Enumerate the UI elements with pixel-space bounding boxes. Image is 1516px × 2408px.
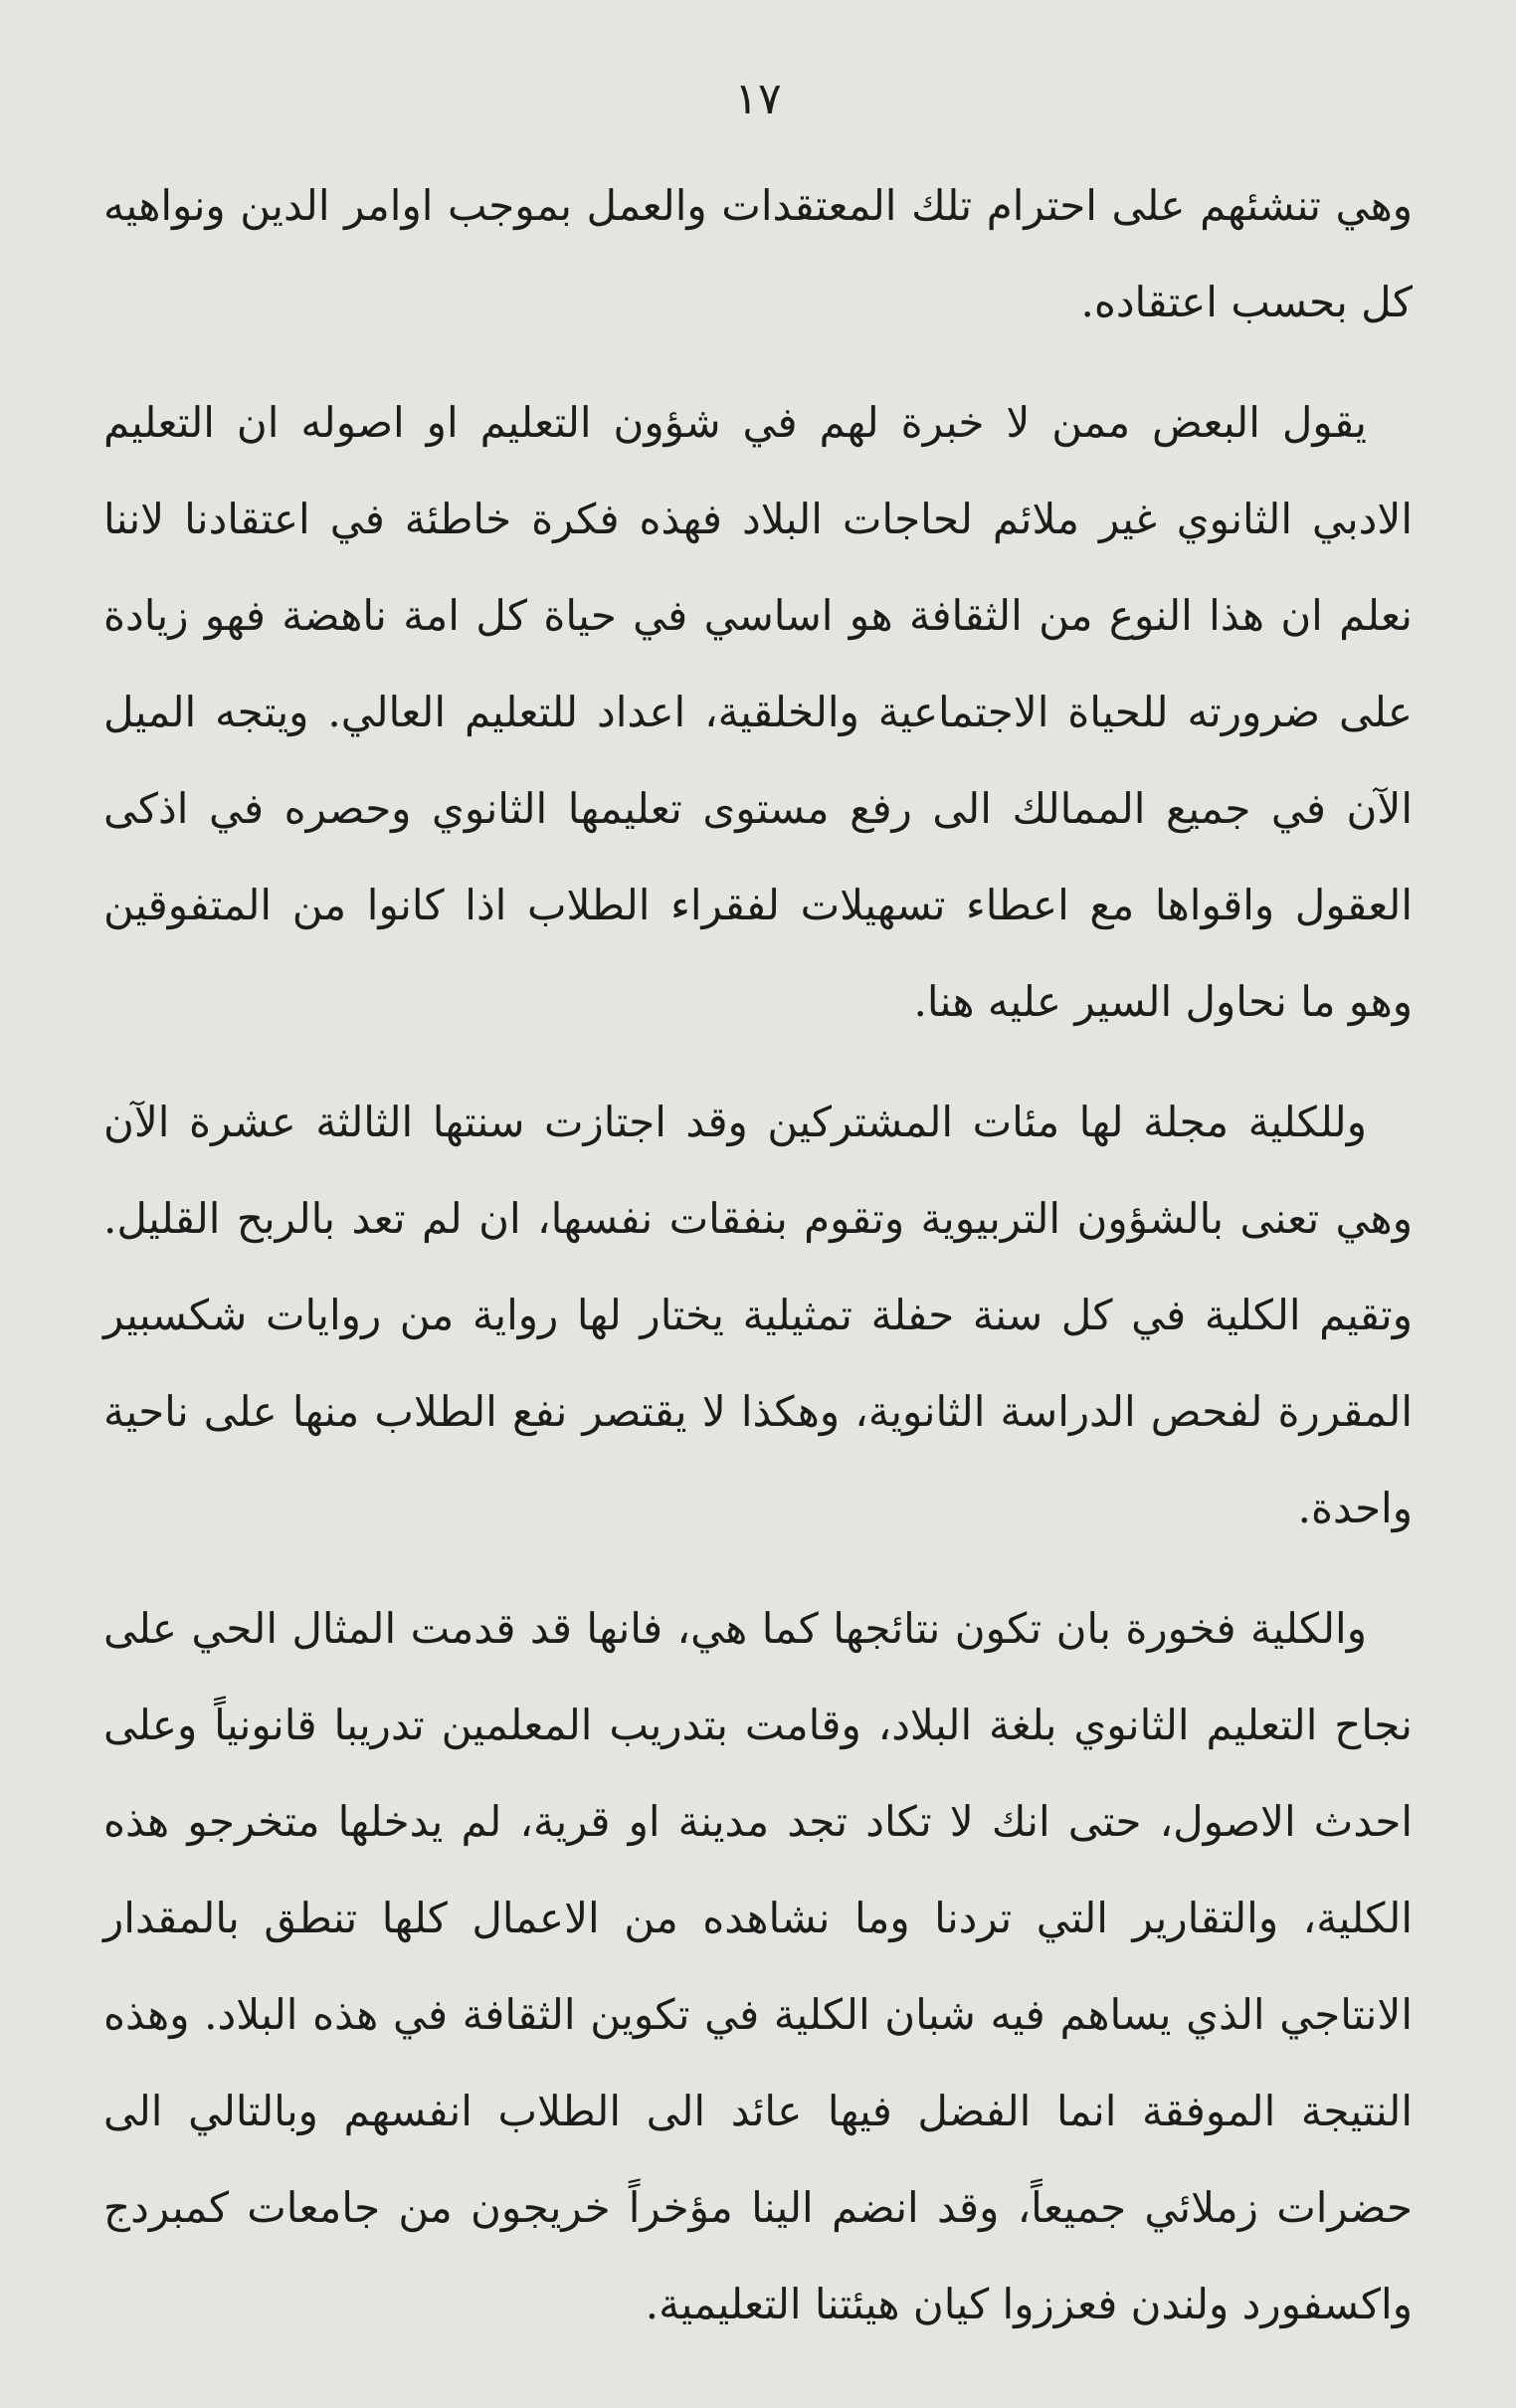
paragraph-4: والكلية فخورة بان تكون نتائجها كما هي، فانها قد قدمت المثال الحي على نجاح التعليم الثانوي بلغة البلاد، وقامت بتدريب المعلمين تدريبا قانونياً وعلى احدث الاصول، حتى انك لا تكاد تجد مدينة او قرية، لم يدخلها متخرجو هذه الكلية، والتقارير التي تردنا وما نشاهده من الاعمال كلها تنطق بالمقدار الانتاجي الذي يساهم فيه شبان الكلية في تكوين الثقافة في هذه البلاد. وهذه النتيجة الموفقة انما الفضل فيها عائد الى الطلاب انفسهم وبالتالي الى حضرات زملائي جميعاً، وقد انضم الينا مؤخراً خريجون من جامعات كمبردج واكسفورد ولندن فعززوا كيان هيئتنا التعليمية.: [103, 1604, 1413, 2328]
paragraph-2: يقول البعض ممن لا خبرة لهم في شؤون التعليم او اصوله ان التعليم الادبي الثانوي غير ملائم لحاجات البلاد فهذه فكرة خاطئة في اعتقادنا لاننا نعلم ان هذا النوع من الثقافة هو اساسي في حياة كل امة ناهضة فهو زيادة على ضرورته للحياة الاجتماعية والخلقية، اعداد للتعليم العالي. ويتجه الميل الآن في جميع الممالك الى رفع مستوى تعليمها الثانوي وحصره في اذكى العقول واقواها مع اعطاء تسهيلات لفقراء الطلاب اذا كانوا من المتفوقين وهو ما نحاول السير عليه هنا.: [103, 398, 1413, 1026]
body-text: [103, 157, 1413, 2352]
paragraph-3: وللكلية مجلة لها مئات المشتركين وقد اجتازت سنتها الثالثة عشرة الآن وهي تعنى بالشؤون التربيوية وتقوم بنفقات نفسها، ان لم تعد بالربح القليل. وتقيم الكلية في كل سنة حفلة تمثيلية يختار لها رواية من روايات شكسبير المقررة لفحص الدراسة الثانوية، وهكذا لا يقتصر نفع الطلاب منها على ناحية واحدة.: [103, 1098, 1413, 1532]
page-number: ١٧: [734, 74, 782, 124]
paragraph-1: وهي تنشئهم على احترام تلك المعتقدات والعمل بموجب اوامر الدين ونواهيه كل بحسب اعتقاده.: [103, 181, 1413, 326]
